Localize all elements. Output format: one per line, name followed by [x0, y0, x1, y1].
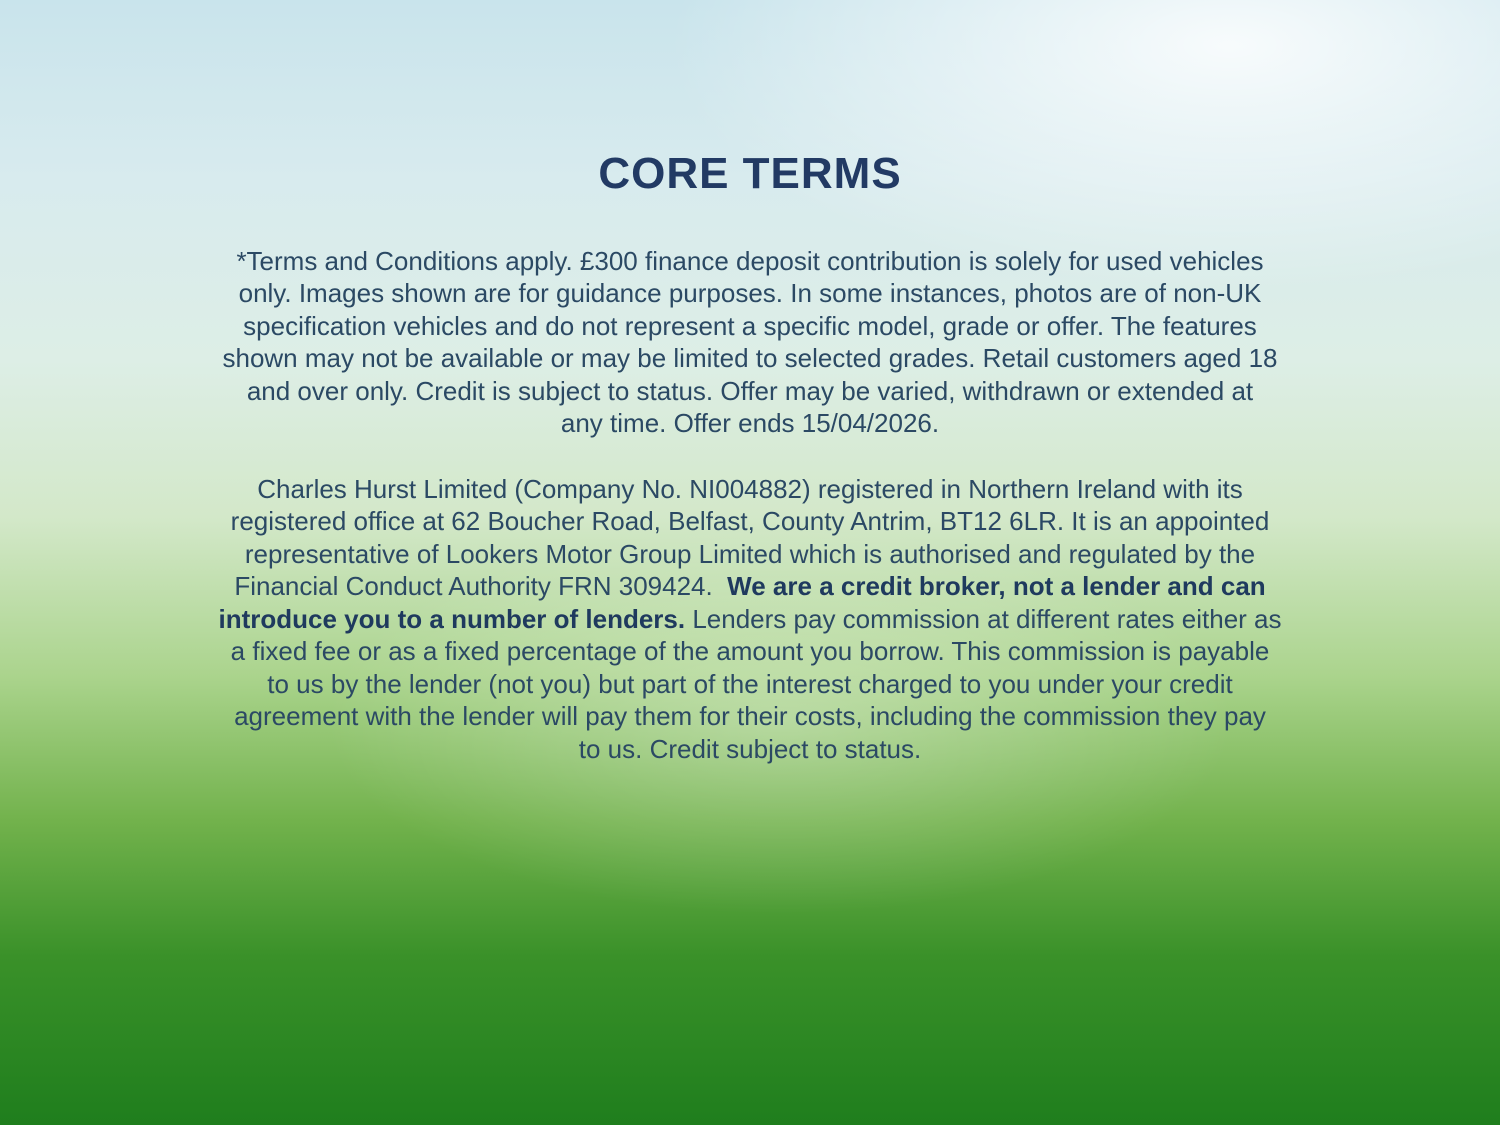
terms-line: *Terms and Conditions apply. £300 finance deposit contribution is solely for used vehicles: [236, 245, 1264, 276]
terms-line: shown may not be available or may be limited to selected grades. Retail customers aged 18: [222, 343, 1278, 374]
terms-line: to us by the lender (not you) but part of the interest charged to you under your credit: [267, 668, 1233, 699]
terms-line-mixed: [0, 603, 1500, 636]
terms-line: only. Images shown are for guidance purposes. In some instances, photos are of non-UK: [238, 278, 1262, 309]
terms-line-normal-segment: Lenders pay commission at different rates either as: [692, 603, 1282, 634]
terms-paragraph-offer: [0, 245, 1500, 440]
terms-paragraph-company: [0, 473, 1500, 766]
terms-line: specification vehicles and do not represent a specific model, grade or offer. The features: [243, 310, 1257, 341]
terms-line: registered office at 62 Boucher Road, Belfast, County Antrim, BT12 6LR. It is an appointed: [230, 506, 1270, 537]
terms-line: Charles Hurst Limited (Company No. NI004882) registered in Northern Ireland with its: [257, 473, 1243, 504]
terms-line-normal-segment: Financial Conduct Authority FRN 309424.: [234, 571, 713, 602]
terms-line: representative of Lookers Motor Group Limited which is authorised and regulated by the: [244, 538, 1256, 569]
terms-line-bold-segment: introduce you to a number of lenders.: [218, 603, 686, 634]
terms-line: a fixed fee or as a fixed percentage of the amount you borrow. This commission is payable: [230, 636, 1270, 667]
terms-line: to us. Credit subject to status.: [578, 733, 922, 764]
terms-line-bold-segment: We are a credit broker, not a lender and can: [727, 571, 1266, 602]
page-title: CORE TERMS: [598, 149, 902, 198]
terms-line-mixed: [0, 570, 1500, 603]
terms-line: and over only. Credit is subject to status. Offer may be varied, withdrawn or extended at: [246, 375, 1254, 406]
terms-line: any time. Offer ends 15/04/2026.: [560, 408, 940, 439]
terms-line: agreement with the lender will pay them for their costs, including the commission they pay: [234, 701, 1266, 732]
